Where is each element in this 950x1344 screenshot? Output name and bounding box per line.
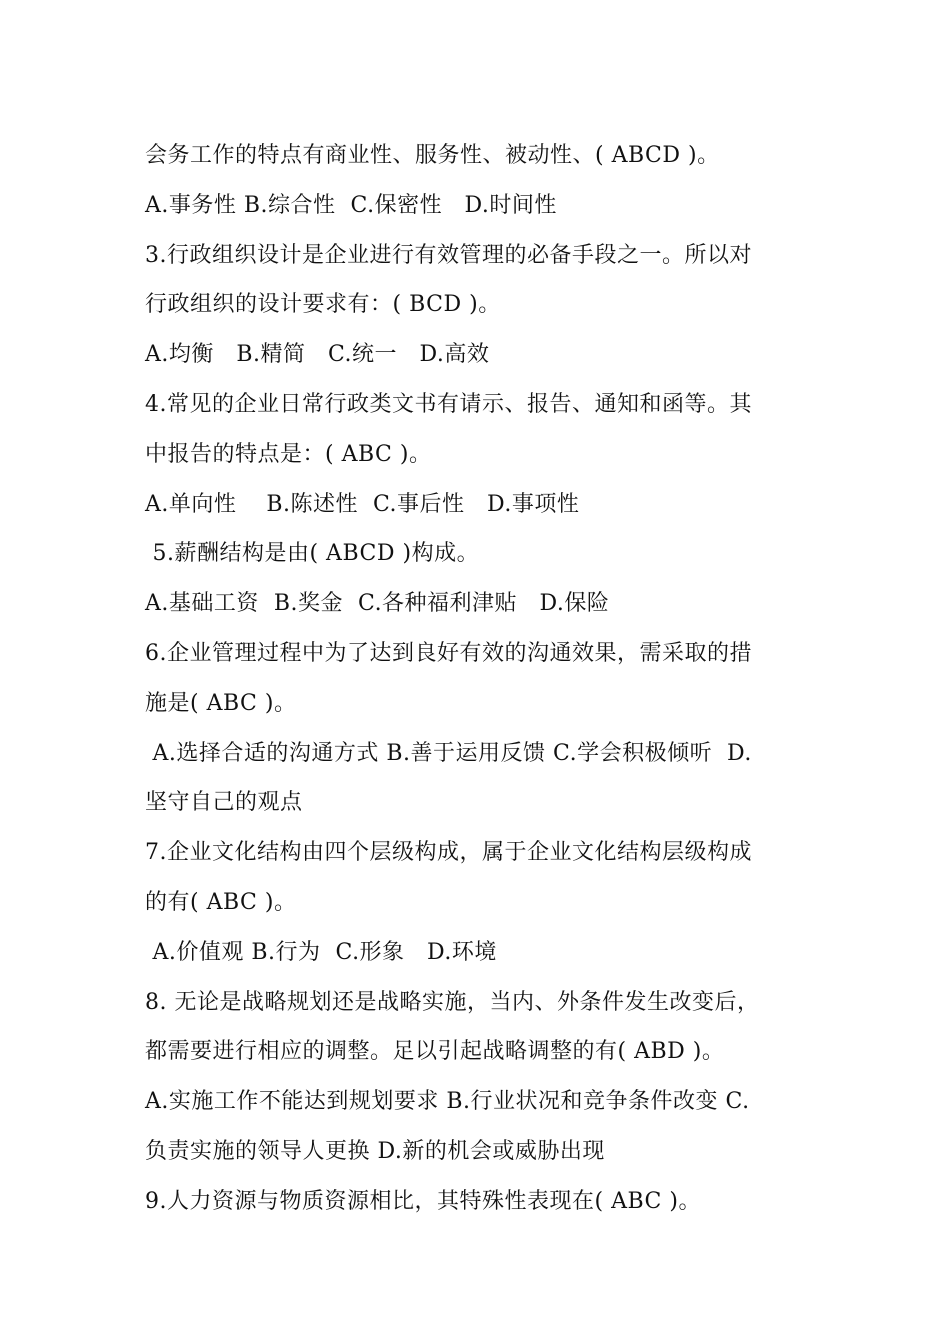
text-line: 会务工作的特点有商业性、服务性、被动性、( ABCD )。 <box>145 143 720 168</box>
text-line: 负责实施的领导人更换 D.新的机会或威胁出现 <box>145 1138 605 1164</box>
text-line: A.事务性 B.综合性 C.保密性 D.时间性 <box>145 192 557 218</box>
text-line: A.选择合适的沟通方式 B.善于运用反馈 C.学会积极倾听 D. <box>145 740 752 766</box>
text-line: 3.行政组织设计是企业进行有效管理的必备手段之一。所以对 <box>145 242 752 268</box>
text-line: 7.企业文化结构由四个层级构成，属于企业文化结构层级构成 <box>145 840 752 866</box>
text-line: 5.薪酬结构是由( ABCD )构成。 <box>145 541 480 567</box>
text-line: 中报告的特点是：( ABC )。 <box>145 441 432 467</box>
text-line: 6.企业管理过程中为了达到良好有效的沟通效果，需采取的措 <box>145 640 752 666</box>
text-line: 施是( ABC )。 <box>145 690 297 716</box>
text-line: 的有( ABC )。 <box>145 889 297 915</box>
text-line: A.基础工资 B.奖金 C.各种福利津贴 D.保险 <box>145 591 610 617</box>
text-line: 行政组织的设计要求有：( BCD )。 <box>145 292 501 318</box>
text-line: 4.常见的企业日常行政类文书有请示、报告、通知和函等。其 <box>145 391 752 417</box>
text-line: 都需要进行相应的调整。足以引起战略调整的有( ABD )。 <box>145 1039 725 1065</box>
text-line: 9.人力资源与物质资源相比，其特殊性表现在( ABC )。 <box>145 1188 701 1214</box>
text-line: A.价值观 B.行为 C.形象 D.环境 <box>145 939 497 965</box>
document-body <box>145 131 810 1227</box>
text-line: A.单向性 B.陈述性 C.事后性 D.事项性 <box>145 491 580 517</box>
text-line: A.实施工作不能达到规划要求 B.行业状况和竞争条件改变 C. <box>145 1089 750 1115</box>
text-line: 坚守自己的观点 <box>145 790 303 816</box>
text-line: A.均衡 B.精简 C.统一 D.高效 <box>145 342 490 368</box>
text-line: 8. 无论是战略规划还是战略实施，当内、外条件发生改变后， <box>145 989 760 1015</box>
